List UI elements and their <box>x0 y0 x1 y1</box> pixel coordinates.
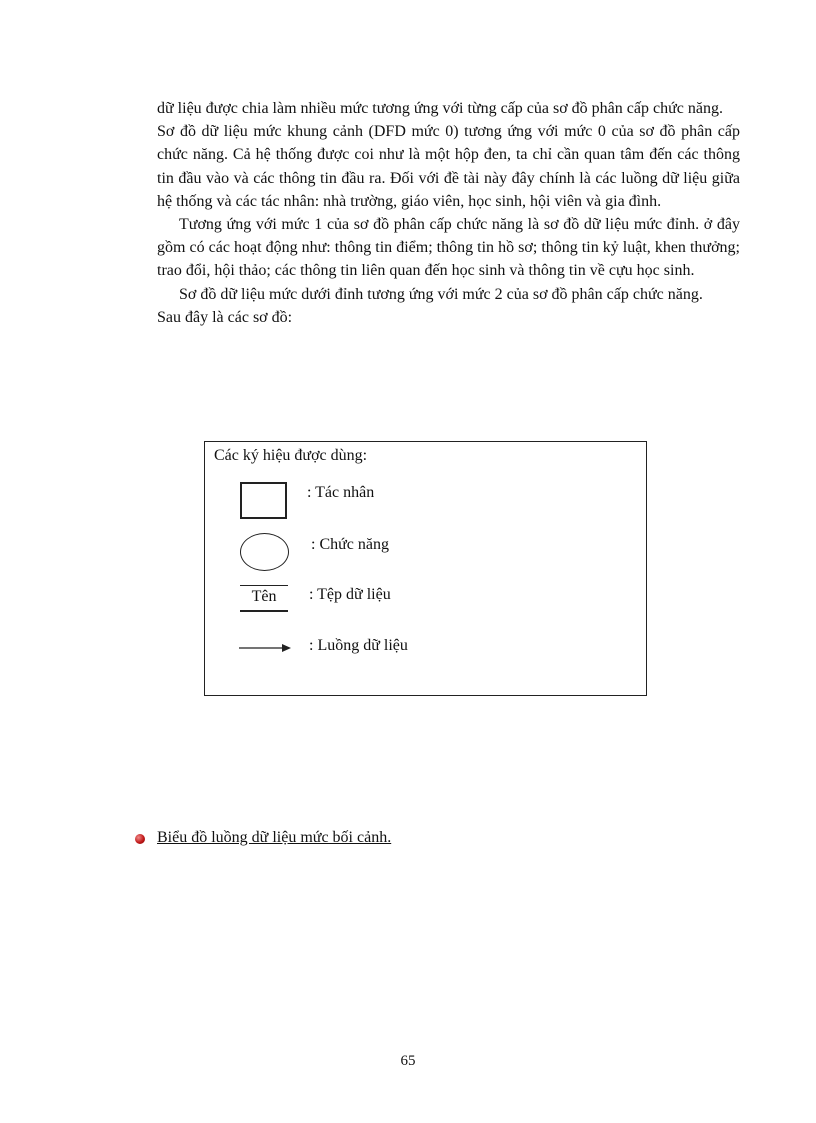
data-store-name: Tên <box>251 588 277 605</box>
actor-label: : Tác nhân <box>307 484 375 501</box>
arrow-icon <box>239 642 291 654</box>
paragraph-1: dữ liệu được chia làm nhiều mức tương ứng với từng cấp của sơ đồ phân cấp chức năng. <box>157 100 723 117</box>
paragraph-4: Sơ đồ dữ liệu mức dưới đỉnh tương ứng với mức 2 của sơ đồ phân cấp chức năng. <box>179 285 703 303</box>
paragraph-2: Sơ đồ dữ liệu mức khung cảnh (DFD mức 0) tương ứng với mức 0 của sơ đồ phân cấp chức năng. Cả hệ thống được coi như là một hộp đen, ta chỉ cần quan tâm đến các thông tin đầu vào và các thông tin đầu ra. Đối với đề tài này đây chính là các luồng dữ liệu giữa hệ thống và các tác nhân: nhà trường, giáo viên, học sinh, hội viên và gia đình. <box>157 123 740 210</box>
function-label: : Chức năng <box>311 536 389 553</box>
actor-symbol-icon <box>240 482 287 519</box>
body-text <box>157 97 740 329</box>
data-store-symbol <box>240 585 288 612</box>
bullet-icon <box>135 834 145 844</box>
paragraph-3: Tương ứng với mức 1 của sơ đồ phân cấp chức năng là sơ đồ dữ liệu mức đỉnh. ở đây gồm có các hoạt động như: thông tin điểm; thông tin hồ sơ; thông tin kỷ luật, khen thưởng; trao đổi, hội thảo; các thông tin liên quan đến học sinh và thông tin về cựu học sinh. <box>157 216 740 280</box>
function-symbol-icon <box>240 533 289 571</box>
legend-title: Các ký hiệu được dùng: <box>214 447 368 464</box>
legend-box <box>204 441 647 696</box>
paragraph-5: Sau đây là các sơ đồ: <box>157 308 293 326</box>
data-store-label: : Tệp dữ liệu <box>309 586 391 603</box>
section-heading: Biểu đồ luồng dữ liệu mức bối cảnh. <box>157 829 392 846</box>
data-flow-label: : Luồng dữ liệu <box>309 637 408 654</box>
page-number: 65 <box>400 1053 416 1069</box>
